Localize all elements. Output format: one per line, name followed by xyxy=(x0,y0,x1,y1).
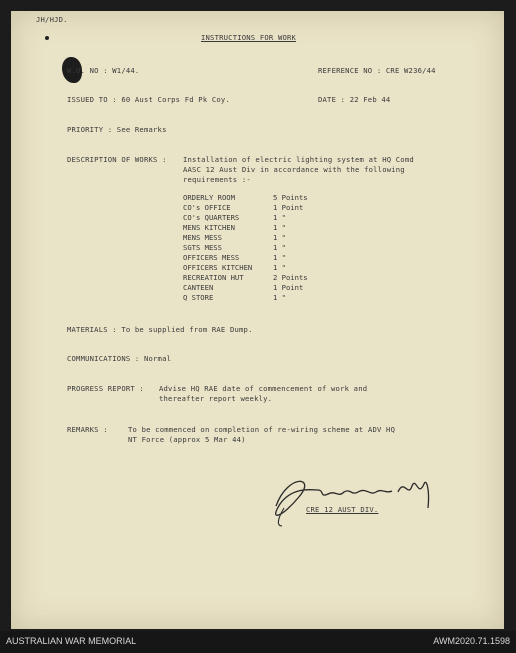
requirement-row xyxy=(183,233,286,242)
communications: COMMUNICATIONS : Normal xyxy=(67,354,172,363)
footer-accession-number: AWM2020.71.1598 xyxy=(433,636,510,646)
requirement-qty: 1 Point xyxy=(273,203,304,212)
progress-line: thereafter report weekly. xyxy=(159,394,273,403)
date: DATE : 22 Feb 44 xyxy=(318,95,391,104)
requirement-row xyxy=(183,203,303,212)
issued-to: ISSUED TO : 60 Aust Corps Fd Pk Coy. xyxy=(67,95,230,104)
description-line: Installation of electric lighting system at HQ Comd xyxy=(183,155,414,164)
requirement-row xyxy=(183,273,308,282)
requirement-item: CO's OFFICE xyxy=(183,203,231,212)
progress-line: Advise HQ RAE date of commencement of work and xyxy=(159,384,368,393)
progress-label: PROGRESS REPORT : xyxy=(67,384,144,393)
requirement-row xyxy=(183,193,308,202)
requirement-item: MENS KITCHEN xyxy=(183,223,235,232)
requirement-qty: 1 " xyxy=(273,253,286,262)
requirement-item: OFFICERS MESS xyxy=(183,253,240,262)
materials: MATERIALS : To be supplied from RAE Dump. xyxy=(67,325,253,334)
requirement-qty: 1 Point xyxy=(273,283,304,292)
requirement-qty: 1 " xyxy=(273,223,286,232)
ink-mark xyxy=(45,36,49,40)
requirement-item: CO's QUARTERS xyxy=(183,213,240,222)
requirement-item: MENS MESS xyxy=(183,233,222,242)
requirement-row xyxy=(183,293,286,302)
requirement-qty: 5 Points xyxy=(273,193,308,202)
description-line: AASC 12 Aust Div in accordance with the following xyxy=(183,165,405,174)
requirement-item: RECREATION HUT xyxy=(183,273,244,282)
initials: JH/HJD. xyxy=(36,15,68,24)
requirement-row xyxy=(183,253,286,262)
requirement-item: Q STORE xyxy=(183,293,214,302)
requirement-item: ORDERLY ROOM xyxy=(183,193,235,202)
requirement-qty: 1 " xyxy=(273,213,286,222)
reference-number: REFERENCE NO : CRE W236/44 xyxy=(318,66,436,75)
signature-block: CRE 12 AUST DIV. xyxy=(306,505,379,514)
requirement-row xyxy=(183,243,286,252)
description-line: requirements :- xyxy=(183,175,251,184)
wo-number: W.O. NO : W1/44. xyxy=(67,66,140,75)
requirement-qty: 1 " xyxy=(273,233,286,242)
document-title: INSTRUCTIONS FOR WORK xyxy=(201,33,297,42)
requirement-qty: 1 " xyxy=(273,293,286,302)
requirement-row xyxy=(183,283,303,292)
requirement-item: CANTEEN xyxy=(183,283,214,292)
requirement-qty: 1 " xyxy=(273,263,286,272)
requirement-row xyxy=(183,263,286,272)
requirement-item: SGTS MESS xyxy=(183,243,222,252)
requirement-item: OFFICERS KITCHEN xyxy=(183,263,253,272)
priority: PRIORITY : See Remarks xyxy=(67,125,167,134)
handwritten-signature xyxy=(258,468,438,533)
remarks-line: To be commenced on completion of re-wiring scheme at ADV HQ xyxy=(128,425,396,434)
remarks-line: NT Force (approx 5 Mar 44) xyxy=(128,435,246,444)
requirement-row xyxy=(183,223,286,232)
remarks-label: REMARKS : xyxy=(67,425,108,434)
requirement-row xyxy=(183,213,286,222)
footer-institution: AUSTRALIAN WAR MEMORIAL xyxy=(6,636,137,646)
requirement-qty: 1 " xyxy=(273,243,286,252)
requirement-qty: 2 Points xyxy=(273,273,308,282)
description-label: DESCRIPTION OF WORKS : xyxy=(67,155,167,164)
archive-footer xyxy=(0,631,516,653)
